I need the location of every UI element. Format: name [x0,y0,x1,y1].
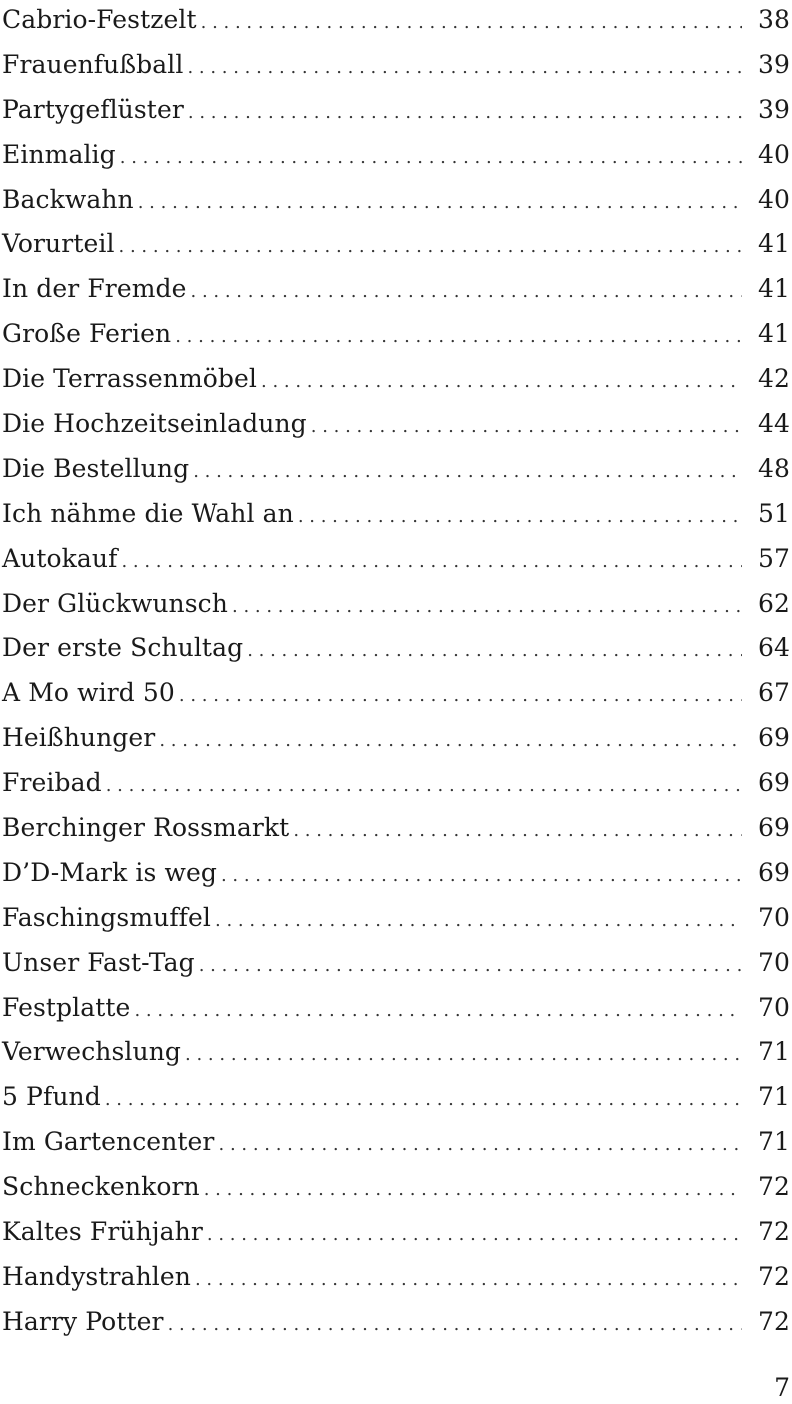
toc-entry-page: 41 [757,274,790,304]
toc-entry-title: Partygeflüster [2,94,184,124]
toc-entry [2,0,790,45]
dot-leader [188,93,742,133]
dot-leader [219,1125,743,1165]
toc-entry-title: Berchinger Rossmarkt [2,813,290,843]
dot-leader [119,227,742,267]
toc-entry-page: 72 [757,1306,790,1336]
toc-entry-page: 51 [757,498,790,528]
toc-entry-page: 69 [757,813,790,843]
dot-leader [204,1170,742,1210]
toc-entry-title: Verwechslung [2,1037,182,1067]
toc-entry-title: Ich nähme die Wahl an [2,498,294,528]
toc-entry-page: 71 [757,1127,790,1157]
toc-entry-title: Die Bestellung [2,453,190,483]
toc-entry-page: 72 [757,1261,790,1291]
toc-entry-title: Die Hochzeitseinladung [2,409,307,439]
toc-entry [2,269,790,314]
toc-entry [2,898,790,943]
toc-entry-page: 57 [757,543,790,573]
toc-entry-page: 69 [757,857,790,887]
toc-entry [2,1212,790,1257]
toc-entry [2,1122,790,1167]
toc-entry-page: 44 [757,409,790,439]
toc-entry-title: Cabrio-Festzelt [2,5,197,34]
toc-entry [2,45,790,90]
toc-entry [2,404,790,449]
toc-entry-title: Heißhunger [2,723,156,753]
toc-entry-title: Die Terrassenmöbel [2,364,258,394]
dot-leader [106,766,742,806]
toc-entry-page: 48 [757,453,790,483]
dot-leader [215,901,742,941]
toc-entry-page: 72 [757,1172,790,1202]
toc-entry-title: Große Ferien [2,319,172,349]
toc-entry-title: Backwahn [2,184,134,214]
toc-entry [2,808,790,853]
dot-leader [298,497,742,537]
toc-entry-page: 40 [757,184,790,214]
dot-leader [207,1215,742,1255]
dot-leader [120,138,742,178]
dot-leader [311,407,742,447]
dot-leader [105,1080,742,1120]
toc-entry-page: 67 [757,678,790,708]
toc-entry-page: 70 [757,992,790,1022]
toc-entry-title: Harry Potter [2,1306,164,1336]
dot-leader [232,587,742,627]
toc-entry-title: Der Glückwunsch [2,588,228,618]
toc-entry [2,853,790,898]
toc-entry-page: 39 [757,49,790,79]
dot-leader [185,1035,742,1075]
dot-leader [195,1260,742,1300]
toc-entry [2,449,790,494]
dot-leader [187,48,742,88]
toc-entry-title: Frauenfußball [2,49,184,79]
toc-entry-title: Einmalig [2,139,116,169]
dot-leader [293,811,742,851]
toc-entry-page: 70 [757,902,790,932]
toc-entry-title: Handystrahlen [2,1261,191,1291]
toc-entry [2,584,790,629]
toc-entry-title: Vorurteil [2,229,115,259]
toc-entry-page: 71 [757,1037,790,1067]
toc-entry [2,180,790,225]
toc-entry-page: 69 [757,768,790,798]
toc-entry [2,1257,790,1302]
toc-entry-page: 42 [757,364,790,394]
dot-leader [199,946,742,986]
dot-leader [134,991,742,1031]
toc-entry [2,314,790,359]
toc-entry-page: 38 [757,5,790,34]
toc-entry-title: Autokauf [2,543,118,573]
toc-entry-title: Unser Fast-Tag [2,947,195,977]
toc-entry-page: 72 [757,1217,790,1247]
toc-entry-page: 41 [757,229,790,259]
toc-entry [2,1032,790,1077]
toc-entry [2,494,790,539]
toc-entry-title: 5 Pfund [2,1082,101,1112]
toc-entry-title: D’D-Mark is weg [2,857,217,887]
toc-entry-title: Festplatte [2,992,131,1022]
toc-entry [2,1077,790,1122]
toc-entry [2,224,790,269]
toc-entry-page: 62 [757,588,790,618]
dot-leader [221,856,742,896]
toc-entry [2,718,790,763]
toc-entry [2,628,790,673]
toc-entry-title: Schneckenkorn [2,1172,200,1202]
toc-entry [2,988,790,1033]
toc-entry-title: Freibad [2,768,102,798]
dot-leader [138,183,742,223]
table-of-contents [2,0,790,1347]
toc-entry-title: Der erste Schultag [2,633,244,663]
toc-entry-page: 39 [757,94,790,124]
toc-entry-page: 70 [757,947,790,977]
toc-entry-page: 41 [757,319,790,349]
toc-entry-page: 64 [757,633,790,663]
dot-leader [121,542,742,582]
toc-entry-title: A Mo wird 50 [2,678,175,708]
toc-entry-page: 71 [757,1082,790,1112]
toc-entry-page: 40 [757,139,790,169]
toc-entry [2,135,790,180]
toc-entry [2,359,790,404]
toc-entry-title: Kaltes Frühjahr [2,1217,203,1247]
dot-leader [247,631,742,671]
toc-entry-title: In der Fremde [2,274,187,304]
toc-entry [2,1167,790,1212]
dot-leader [261,362,742,402]
dot-leader [193,452,742,492]
toc-entry-title: Im Gartencenter [2,1127,215,1157]
dot-leader [179,676,742,716]
dot-leader [201,3,742,43]
dot-leader [191,272,742,312]
toc-entry [2,943,790,988]
toc-entry [2,1302,790,1347]
toc-entry [2,763,790,808]
toc-entry-page: 69 [757,723,790,753]
page-number: 7 [774,1373,790,1402]
toc-entry [2,673,790,718]
dot-leader [159,721,742,761]
toc-entry [2,90,790,135]
toc-entry [2,539,790,584]
dot-leader [168,1305,742,1345]
dot-leader [175,317,742,357]
toc-entry-title: Faschingsmuffel [2,902,212,932]
